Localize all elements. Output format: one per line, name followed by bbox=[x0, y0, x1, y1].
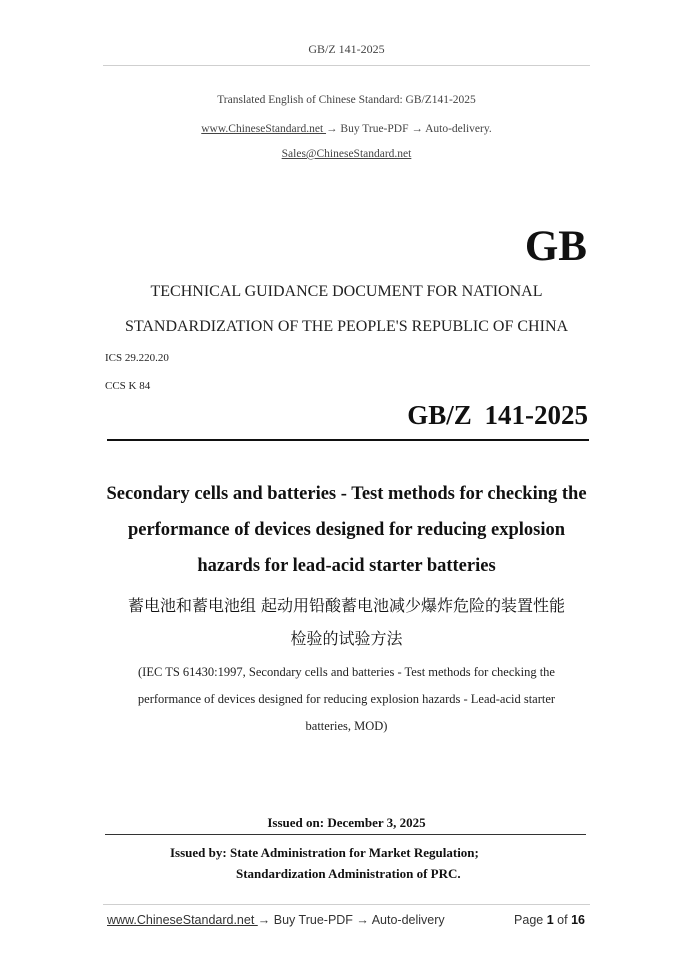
page-indicator bbox=[514, 913, 585, 927]
title-divider bbox=[107, 439, 589, 441]
footer-purchase-line bbox=[107, 913, 445, 927]
english-title-line-2: performance of devices designed for reducing explosion bbox=[127, 520, 566, 540]
iec-reference-line-3: batteries, MOD) bbox=[305, 719, 388, 733]
footer-divider bbox=[103, 904, 590, 905]
gb-logo: GB bbox=[524, 223, 587, 270]
issued-by-line-1: Issued by: State Administration for Market Regulation; bbox=[170, 845, 479, 860]
chinese-title-line-1: 蓄电池和蓄电池组 起动用铅酸蓄电池减少爆炸危险的装置性能 bbox=[127, 596, 566, 615]
document-type-line-1: TECHNICAL GUIDANCE DOCUMENT FOR NATIONAL bbox=[150, 283, 543, 300]
purchase-text: → Buy True-PDF → Auto-delivery. bbox=[326, 123, 492, 135]
page-current: 1 bbox=[546, 913, 554, 927]
english-title-line-3: hazards for lead-acid starter batteries bbox=[197, 556, 496, 576]
footer-purchase-text: → Buy True-PDF → Auto-delivery bbox=[257, 913, 445, 927]
footer-site-link[interactable]: www.ChineseStandard.net bbox=[107, 913, 258, 927]
header-divider bbox=[103, 65, 590, 66]
standard-number: GB/Z 141-2025 bbox=[407, 400, 588, 430]
iec-reference-line-2: performance of devices designed for reducing explosion hazards - Lead-acid starter bbox=[137, 692, 556, 706]
issued-on-date: Issued on: December 3, 2025 bbox=[267, 815, 426, 830]
sales-email-link[interactable]: Sales@ChineseStandard.net bbox=[281, 148, 412, 160]
page-total: 16 bbox=[571, 913, 585, 927]
ics-code: ICS 29.220.20 bbox=[105, 352, 169, 364]
document-type-line-2: STANDARDIZATION OF THE PEOPLE'S REPUBLIC OF CHINA bbox=[124, 318, 569, 335]
header-standard-code: GB/Z 141-2025 bbox=[308, 42, 385, 56]
translation-notice: Translated English of Chinese Standard: GB/Z141-2025 bbox=[217, 94, 476, 106]
issued-by-line-2: Standardization Administration of PRC. bbox=[236, 866, 461, 881]
iec-reference-line-1: (IEC TS 61430:1997, Secondary cells and batteries - Test methods for checking the bbox=[138, 665, 555, 679]
ccs-code: CCS K 84 bbox=[105, 380, 151, 392]
page-label: Page bbox=[514, 913, 544, 927]
english-title-line-1: Secondary cells and batteries - Test methods for checking the bbox=[106, 484, 587, 504]
purchase-line bbox=[0, 123, 693, 135]
chinese-title-line-2: 检验的试验方法 bbox=[290, 629, 403, 648]
issued-divider bbox=[105, 834, 586, 835]
page-of-label: of bbox=[557, 913, 568, 927]
site-link[interactable]: www.ChineseStandard.net bbox=[201, 123, 327, 135]
